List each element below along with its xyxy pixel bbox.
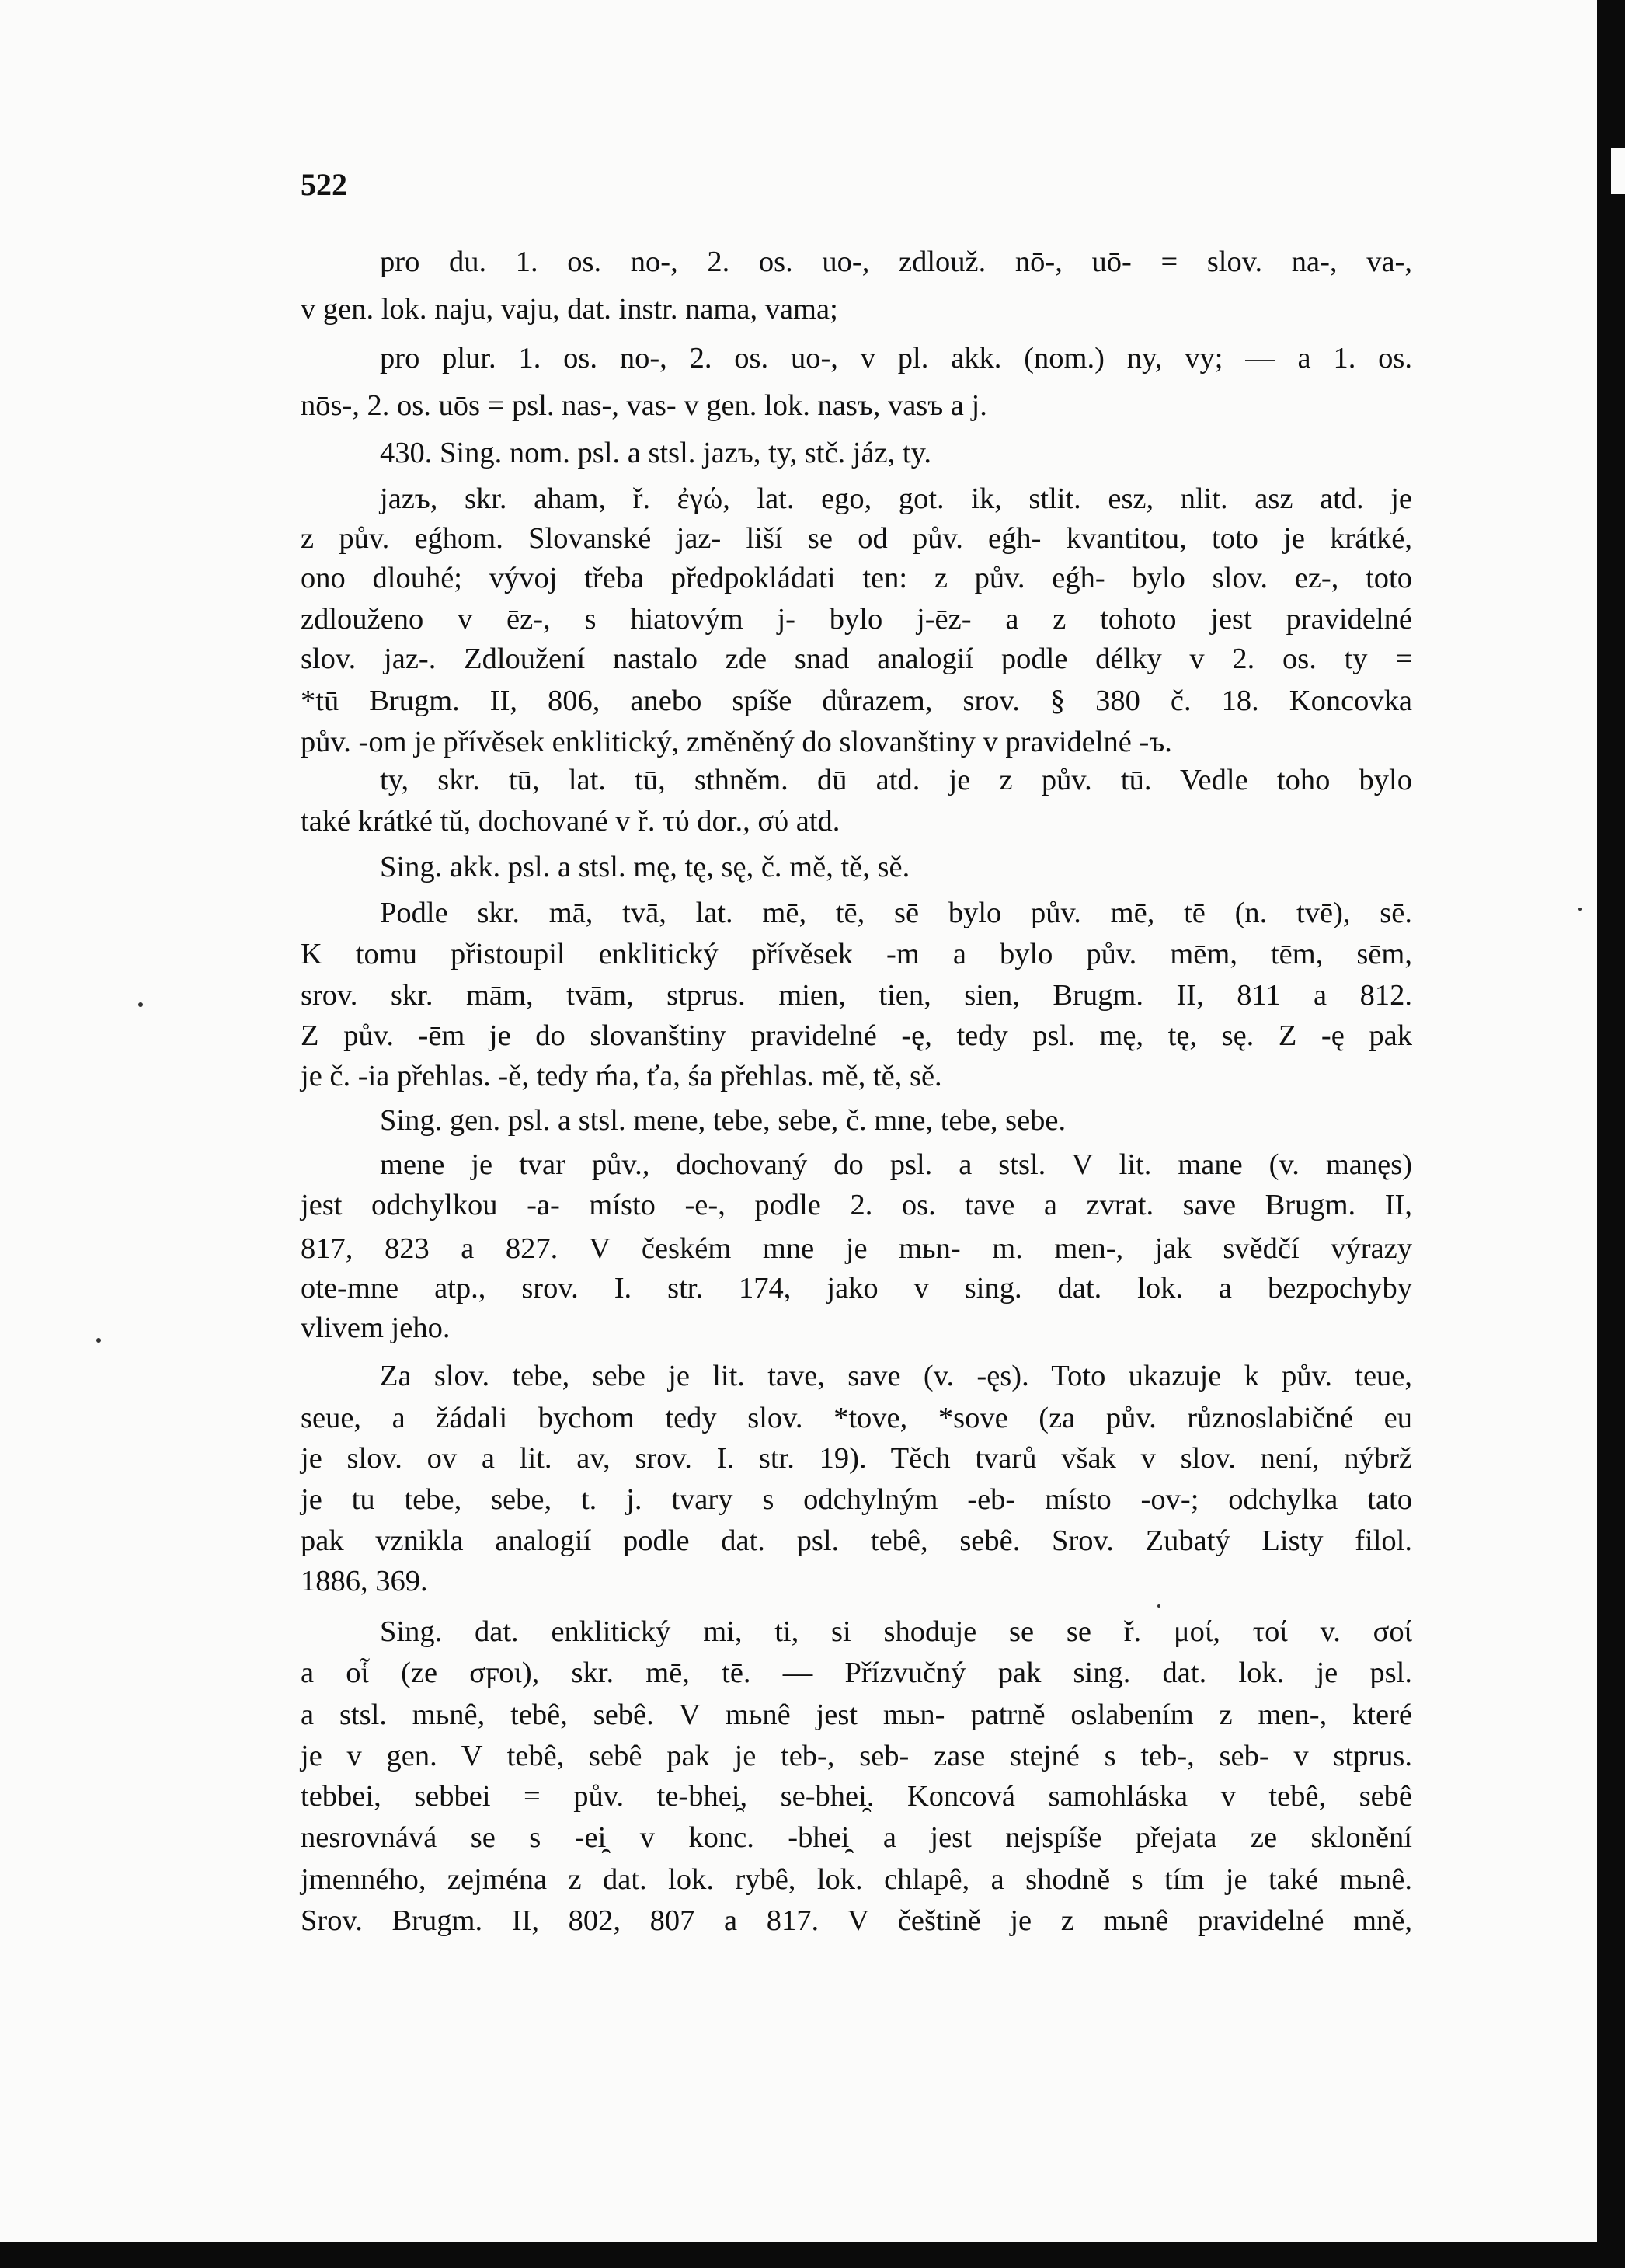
text-line: ty, skr. tū, lat. tū, sthněm. dū atd. je z pův. tū. Vedle toho bylo (380, 764, 1412, 796)
text-line: jazъ, skr. aham, ř. ἐγώ, lat. ego, got. ik, stlit. esz, nlit. asz atd. je (380, 483, 1412, 515)
text-line: ono dlouhé; vývoj třeba předpokládati ten: z pův. eǵh- bylo slov. ez-, toto (301, 562, 1412, 594)
text-line: je č. -ia přehlas. -ě, tedy ḿa, ťa, śa přehlas. mě, tě, sě. (301, 1060, 942, 1092)
text-line: vlivem jeho. (301, 1312, 451, 1344)
text-line: jest odchylkou -a- místo -e-, podle 2. os. tave a zvrat. save Brugm. II, (301, 1189, 1412, 1221)
text-line: a οἷ (ze σϝοι), skr. mē, tē. — Přízvučný pak sing. dat. lok. je psl. (301, 1657, 1412, 1689)
text-line: 1886, 369. (301, 1565, 428, 1597)
text-line: tebbei, sebbei = pův. te-bhei̯, se-bhei̯. Koncová samohláska v tebê, sebê (301, 1780, 1412, 1813)
scan-border-notch (1611, 148, 1625, 194)
text-line: pak vznikla analogií podle dat. psl. tebê, sebê. Srov. Zubatý Listy filol. (301, 1524, 1412, 1557)
text-line: pro du. 1. os. no-, 2. os. uo-, zdlouž. nō-, uō- = slov. na-, va-, (380, 246, 1412, 278)
scan-border-right (1597, 0, 1625, 2268)
text-line: Z pův. -ēm je do slovanštiny pravidelné -ę, tedy psl. mę, tę, sę. Z -ę pak (301, 1019, 1412, 1052)
scan-speck (138, 1002, 143, 1007)
text-line: pův. -om je přívěsek enklitický, změněný do slovanštiny v pravidelné -ъ. (301, 726, 1172, 758)
scan-border-bottom (0, 2242, 1625, 2268)
text-line: Srov. Brugm. II, 802, 807 a 817. V češtině je z mьnê pravidelné mně, (301, 1904, 1412, 1937)
scan-speck (1578, 908, 1582, 911)
text-line: a stsl. mьnê, tebê, sebê. V mьnê jest mьn- patrně oslabením z men-, které (301, 1698, 1412, 1731)
text-line: 817, 823 a 827. V českém mne je mьn- m. men-, jak svědčí výrazy (301, 1232, 1412, 1265)
text-line: nōs-, 2. os. uōs = psl. nas-, vas- v gen. lok. nasъ, vasъ a j. (301, 389, 987, 422)
scan-speck (1157, 1604, 1160, 1608)
text-line: zdlouženo v ēz-, s hiatovým j- bylo j-ēz- a z tohoto jest pravidelné (301, 603, 1412, 636)
text-line: Sing. dat. enklitický mi, ti, si shoduje se se ř. μοί, τοί v. σοί (380, 1615, 1412, 1648)
text-line: srov. skr. mām, tvām, stprus. mien, tien, sien, Brugm. II, 811 a 812. (301, 979, 1412, 1012)
text-line: ote-mne atp., srov. I. str. 174, jako v sing. dat. lok. a bezpochyby (301, 1272, 1412, 1305)
text-line: *tū Brugm. II, 806, anebo spíše důrazem, srov. § 380 č. 18. Koncovka (301, 685, 1412, 717)
text-line: pro plur. 1. os. no-, 2. os. uo-, v pl. akk. (nom.) ny, vy; — a 1. os. (380, 342, 1412, 375)
text-line: Sing. gen. psl. a stsl. mene, tebe, sebe, č. mne, tebe, sebe. (380, 1104, 1067, 1137)
text-line: jmenného, zejména z dat. lok. rybê, lok. chlapê, a shodně s tím je také mьnê. (301, 1863, 1412, 1896)
text-line: Sing. akk. psl. a stsl. mę, tę, sę, č. mě, tě, sě. (380, 851, 910, 883)
text-line: Za slov. tebe, sebe je lit. tave, save (v. -ęs). Toto ukazuje k pův. teue, (380, 1360, 1412, 1392)
text-line: je slov. ov a lit. av, srov. I. str. 19). Těch tvarů však v slov. není, nýbrž (301, 1442, 1412, 1475)
text-line: mene je tvar pův., dochovaný do psl. a stsl. V lit. mane (v. manęs) (380, 1148, 1412, 1181)
text-line: seue, a žádali bychom tedy slov. *tove, *sove (za pův. různoslabičné eu (301, 1402, 1412, 1434)
page-number: 522 (301, 167, 347, 202)
text-line: je v gen. V tebê, sebê pak je teb-, seb- zase stejné s teb-, seb- v stprus. (301, 1740, 1412, 1772)
text-line: Podle skr. mā, tvā, lat. mē, tē, sē bylo pův. mē, tē (n. tvē), sē. (380, 897, 1412, 929)
text-line: nesrovnává se s -ei̯ v konc. -bhei̯ a jest nejspíše přejata ze sklonění (301, 1821, 1412, 1854)
text-line: slov. jaz-. Zdloužení nastalo zde snad analogií podle délky v 2. os. ty = (301, 643, 1412, 675)
scan-speck (96, 1338, 101, 1343)
text-line: K tomu přistoupil enklitický přívěsek -m a bylo pův. mēm, tēm, sēm, (301, 938, 1412, 970)
text-line: 430. Sing. nom. psl. a stsl. jazъ, ty, stč. jáz, ty. (380, 437, 931, 469)
text-line: také krátké tŭ, dochované v ř. τύ dor., σύ atd. (301, 805, 840, 838)
text-line: v gen. lok. naju, vaju, dat. instr. nama, vama; (301, 293, 838, 326)
text-line: z pův. eǵhom. Slovanské jaz- liší se od pův. eǵh- kvantitou, toto je krátké, (301, 522, 1412, 555)
text-line: je tu tebe, sebe, t. j. tvary s odchylným -eb- místo -ov-; odchylka tato (301, 1483, 1412, 1516)
